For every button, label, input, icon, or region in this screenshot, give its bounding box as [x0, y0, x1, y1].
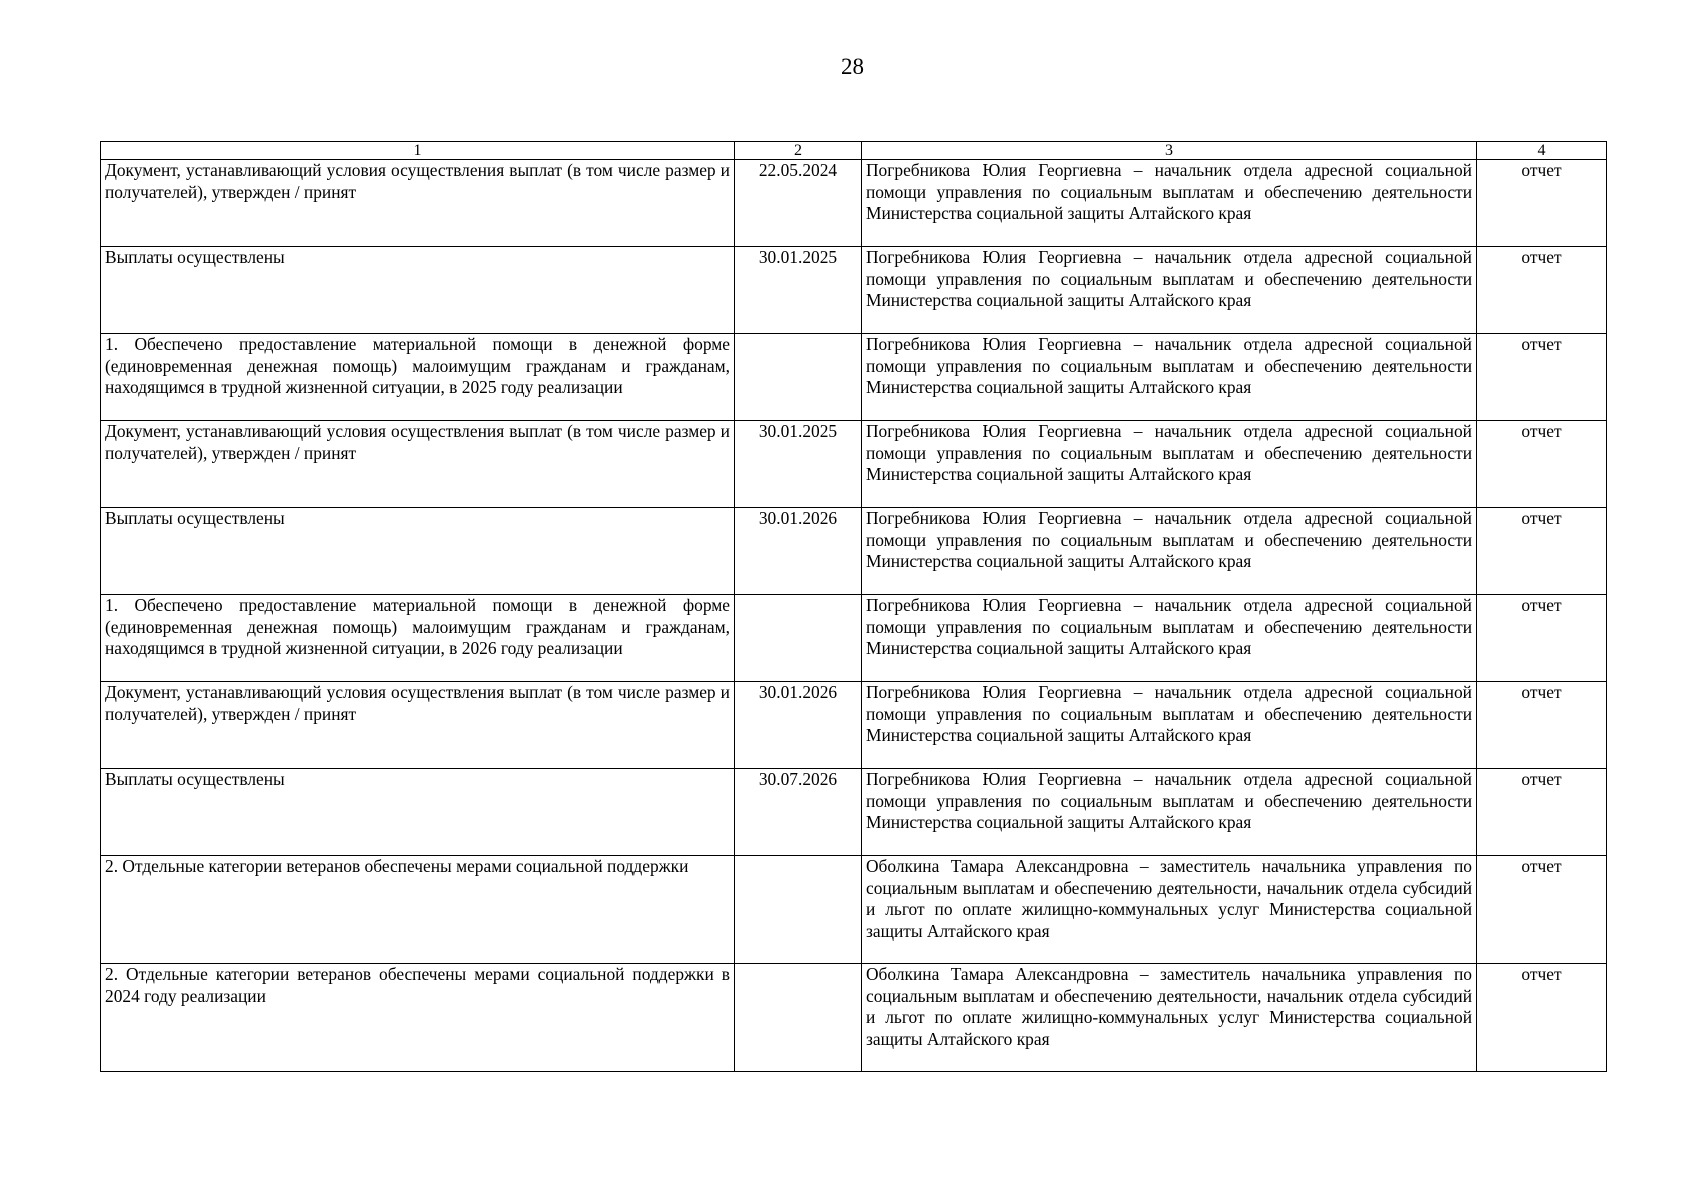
- doc-type-cell: отчет: [1477, 595, 1607, 682]
- column-header-2: 2: [735, 142, 862, 160]
- event-cell: 1. Обеспечено предоставление материальной помощи в денежной форме (единовременная денежная помощь) малоимущим гражданам и гражданам, находящимся в трудной жизненной ситуации, в 2025 году реализации: [101, 334, 735, 421]
- date-cell: [735, 595, 862, 682]
- column-header-4: 4: [1477, 142, 1607, 160]
- doc-type-cell: отчет: [1477, 421, 1607, 508]
- responsible-cell: Погребникова Юлия Георгиевна – начальник отдела адресной социальной помощи управления по социальным выплатам и обеспечению деятельности Министерства социальной защиты Алтайского края: [862, 508, 1477, 595]
- column-header-1: 1: [101, 142, 735, 160]
- doc-type-cell: отчет: [1477, 769, 1607, 856]
- date-cell: 30.01.2025: [735, 247, 862, 334]
- responsible-cell: Погребникова Юлия Георгиевна – начальник отдела адресной социальной помощи управления по социальным выплатам и обеспечению деятельности Министерства социальной защиты Алтайского края: [862, 595, 1477, 682]
- responsible-cell: Погребникова Юлия Георгиевна – начальник отдела адресной социальной помощи управления по социальным выплатам и обеспечению деятельности Министерства социальной защиты Алтайского края: [862, 247, 1477, 334]
- responsible-cell: Погребникова Юлия Георгиевна – начальник отдела адресной социальной помощи управления по социальным выплатам и обеспечению деятельности Министерства социальной защиты Алтайского края: [862, 682, 1477, 769]
- table-row: [101, 334, 1607, 421]
- event-cell: 1. Обеспечено предоставление материальной помощи в денежной форме (единовременная денежная помощь) малоимущим гражданам и гражданам, находящимся в трудной жизненной ситуации, в 2026 году реализации: [101, 595, 735, 682]
- table-row: [101, 682, 1607, 769]
- table-header-row: [101, 142, 1607, 160]
- doc-type-cell: отчет: [1477, 334, 1607, 421]
- event-cell: 2. Отдельные категории ветеранов обеспечены мерами социальной поддержки в 2024 году реализации: [101, 964, 735, 1072]
- date-cell: 22.05.2024: [735, 160, 862, 247]
- doc-type-cell: отчет: [1477, 856, 1607, 964]
- event-cell: Документ, устанавливающий условия осуществления выплат (в том числе размер и получателей), утвержден / принят: [101, 421, 735, 508]
- responsible-cell: Погребникова Юлия Георгиевна – начальник отдела адресной социальной помощи управления по социальным выплатам и обеспечению деятельности Министерства социальной защиты Алтайского края: [862, 334, 1477, 421]
- date-cell: 30.01.2025: [735, 421, 862, 508]
- event-cell: Документ, устанавливающий условия осуществления выплат (в том числе размер и получателей), утвержден / принят: [101, 160, 735, 247]
- event-cell: 2. Отдельные категории ветеранов обеспечены мерами социальной поддержки: [101, 856, 735, 964]
- document-table: [100, 141, 1607, 1072]
- table-row: [101, 964, 1607, 1072]
- doc-type-cell: отчет: [1477, 160, 1607, 247]
- date-cell: [735, 334, 862, 421]
- date-cell: 30.01.2026: [735, 508, 862, 595]
- date-cell: [735, 964, 862, 1072]
- column-header-3: 3: [862, 142, 1477, 160]
- page-number: 28: [841, 54, 864, 79]
- doc-type-cell: отчет: [1477, 682, 1607, 769]
- event-cell: Выплаты осуществлены: [101, 508, 735, 595]
- table-row: [101, 160, 1607, 247]
- responsible-cell: Погребникова Юлия Георгиевна – начальник отдела адресной социальной помощи управления по социальным выплатам и обеспечению деятельности Министерства социальной защиты Алтайского края: [862, 160, 1477, 247]
- table-row: [101, 595, 1607, 682]
- responsible-cell: Погребникова Юлия Георгиевна – начальник отдела адресной социальной помощи управления по социальным выплатам и обеспечению деятельности Министерства социальной защиты Алтайского края: [862, 769, 1477, 856]
- doc-type-cell: отчет: [1477, 964, 1607, 1072]
- responsible-cell: Оболкина Тамара Александровна – заместитель начальника управления по социальным выплатам и обеспечению деятельности, начальник отдела субсидий и льгот по оплате жилищно-коммунальных услуг Министерства социальной защиты Алтайского края: [862, 964, 1477, 1072]
- doc-type-cell: отчет: [1477, 247, 1607, 334]
- event-cell: Документ, устанавливающий условия осуществления выплат (в том числе размер и получателей), утвержден / принят: [101, 682, 735, 769]
- responsible-cell: Оболкина Тамара Александровна – заместитель начальника управления по социальным выплатам и обеспечению деятельности, начальник отдела субсидий и льгот по оплате жилищно-коммунальных услуг Министерства социальной защиты Алтайского края: [862, 856, 1477, 964]
- responsible-cell: Погребникова Юлия Георгиевна – начальник отдела адресной социальной помощи управления по социальным выплатам и обеспечению деятельности Министерства социальной защиты Алтайского края: [862, 421, 1477, 508]
- table-row: [101, 247, 1607, 334]
- table-row: [101, 769, 1607, 856]
- doc-type-cell: отчет: [1477, 508, 1607, 595]
- event-cell: Выплаты осуществлены: [101, 769, 735, 856]
- table-row: [101, 421, 1607, 508]
- date-cell: 30.07.2026: [735, 769, 862, 856]
- date-cell: [735, 856, 862, 964]
- date-cell: 30.01.2026: [735, 682, 862, 769]
- event-cell: Выплаты осуществлены: [101, 247, 735, 334]
- table-row: [101, 508, 1607, 595]
- table-row: [101, 856, 1607, 964]
